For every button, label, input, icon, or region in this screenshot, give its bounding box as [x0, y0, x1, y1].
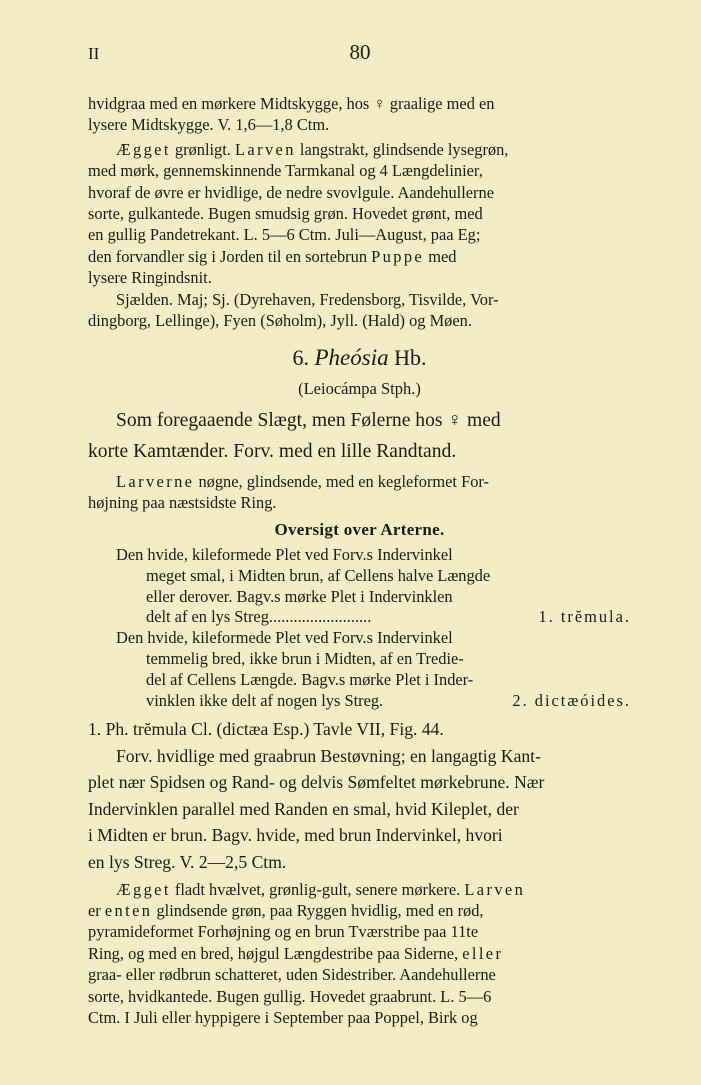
page-number: 80	[349, 40, 371, 64]
genus-synonym: (Leiocámpa Stph.)	[298, 379, 421, 398]
key-entry-2: Den hvide, kileformede Plet ved Forv.s Indervinkel temmelig bred, ikke brun i Midten, af en Tredie- del af Cellens Længde. Bagv.s mørke Plet i Inder- vinklen ikke delt af nogen lys Streg. 2. dictæóides.	[116, 628, 631, 710]
key-title: Oversigt over Arterne.	[274, 520, 445, 539]
chapter-roman: II	[88, 44, 100, 63]
top-section	[88, 93, 631, 331]
paragraph-2: Ægget grønligt. Larven langstrakt, glindsende lysegrøn, med mørk, gennemskinnende Tarmkanal og 4 Længdelinier, hvoraf de øvre er hvidlige, de nedre svovlgule. Aandehullerne sorte, gulkantede. Bugen smudsig grøn. Hovedet grønt, med en gullig Pandetrekant. L. 5—6 Ctm. Juli—August, paa Eg; den forvandler sig i Jorden til en sortebrun Puppe med lysere Ringindsnit.	[88, 139, 509, 288]
genus-description: Som foregaaende Slægt, men Følerne hos ♀ med korte Kamtænder. Forv. med en lille Randtand.	[88, 410, 501, 462]
paragraph-3: Sjælden. Maj; Sj. (Dyrehaven, Fredensborg, Tisvilde, Vor- dingborg, Lellinge), Fyen (Søholm), Jyll. (Hald) og Møen.	[88, 289, 499, 331]
species-section	[88, 716, 631, 1028]
genus-section	[88, 345, 631, 514]
species-key	[88, 520, 631, 711]
genus-larva: Larverne nøgne, glindsende, med en kegleformet For- højning paa næstsidste Ring.	[88, 472, 489, 513]
species-egg-larva: Ægget fladt hvælvet, grønlig-gult, senere mørkere. Larven er enten glindsende grøn, paa Ryggen hvidlig, med en rød, pyramideformet Forhøjning og en brun Tværstribe paa 11te Ring, og med en bred, højgul Længdestribe paa Siderne, eller graa- eller rødbrun schatteret, uden Sidestriber. Aandehullerne sorte, hvidkantede. Bugen gullig. Hovedet graabrunt. L. 5—6 Ctm. I Juli eller hyppigere i September paa Poppel, Birk og	[88, 879, 526, 1027]
key-entry-1: Den hvide, kileformede Plet ved Forv.s Indervinkel meget smal, i Midten brun, af Cellens halve Længde eller derover. Bagv.s mørke Plet i Indervinklen delt af en lys Streg......................... 1. trĕmula.	[116, 545, 631, 627]
species-description: 1. Ph. trĕmula Cl. (dictæa Esp.) Tavle VII, Fig. 44. Forv. hvidlige med graabrun Bestøvning; en langagtig Kant- plet nær Spidsen og Rand- og delvis Sømfeltet mørkebrune. Nær Indervinklen parallel med Randen en smal, hvid Kileplet, der i Midten er brun. Bagv. hvide, med brun Indervinkel, hvori en lys Streg. V. 2—2,5 Ctm.	[88, 716, 631, 876]
paragraph-1: hvidgraa med en mørkere Midtskygge, hos ♀ graalige med en lysere Midtskygge. V. 1,6—1,8 Ctm.	[88, 94, 495, 135]
genus-heading: 6. Pheósia Hb.	[292, 345, 427, 370]
species-heading: 1. Ph. trĕmula Cl. (dictæa Esp.) Tavle VII, Fig. 44.	[88, 719, 444, 739]
